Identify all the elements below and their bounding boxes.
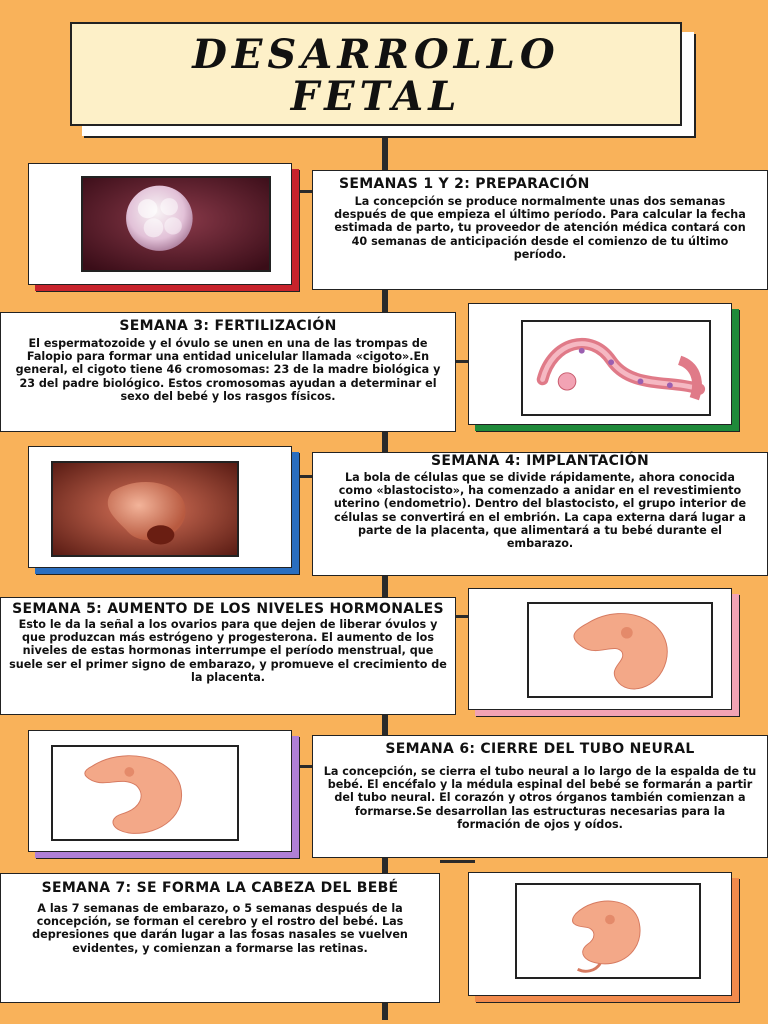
section-card-week6: [312, 735, 768, 858]
blastocyst-image: [81, 176, 271, 272]
image-frame-week6: [28, 730, 292, 852]
image-frame-week5: [468, 588, 732, 710]
image-frame-week1-2: [28, 163, 292, 285]
embryo-week5-image: [527, 602, 713, 698]
title-line-2: FETAL: [290, 73, 462, 120]
title-box: [70, 22, 682, 126]
section-card-week1-2: [312, 170, 768, 290]
section-heading: SEMANA 6: CIERRE DEL TUBO NEURAL: [385, 741, 695, 757]
section-body: Esto le da la señal a los ovarios para que dejen de liberar óvulos y que produzcan más estrógeno y progesterona. El aumento de los niveles de estas hormonas interrumpe el período menstrual, que suele ser el primer signo de embarazo, y promueve el crecimiento de la placenta.: [9, 618, 447, 684]
section-card-week7: [0, 873, 440, 1003]
section-body: La concepción se produce normalmente unas dos semanas después de que empieza el último período. Para calcular la fecha estimada de parto, tu proveedor de atención médica contará con 40 semanas de anticipación desde el comienzo de tu último período.: [334, 195, 746, 261]
section-body: El espermatozoide y el óvulo se unen en una de las trompas de Falopio para formar una entidad unicelular llamada «cigoto».En general, el cigoto tiene 46 cromosomas: 23 de la madre biológica y 23 del padre biológico. Estos cromosomas ayudan a determinar el sexo del bebé y los rasgos físicos.: [15, 337, 441, 403]
section-heading: SEMANA 3: FERTILIZACIÓN: [119, 318, 337, 334]
title-line-1: DESARROLLO: [192, 31, 560, 78]
connector: [440, 860, 475, 863]
image-frame-week7: [468, 872, 732, 996]
image-frame-week3: [468, 303, 732, 425]
embryo-week6-image: [51, 745, 239, 841]
section-body: A las 7 semanas de embarazo, o 5 semanas después de la concepción, se forman el cerebro y el rostro del bebé. Las depresiones que darán lugar a las fosas nasales se vuelven evidentes, y comienzan a formarse las retinas.: [32, 902, 408, 955]
section-card-week3: [0, 312, 456, 432]
page-title: [72, 31, 680, 120]
section-card-week4: [312, 452, 768, 576]
embryo-week7-image: [515, 883, 701, 979]
section-heading: SEMANA 7: SE FORMA LA CABEZA DEL BEBÉ: [41, 880, 399, 896]
section-heading: SEMANAS 1 Y 2: PREPARACIÓN: [339, 176, 590, 192]
section-heading: SEMANA 4: IMPLANTACIÓN: [431, 453, 649, 469]
section-body: La concepción, se cierra el tubo neural a lo largo de la espalda de tu bebé. El encéfalo y la médula espinal del bebé se formarán a partir del tubo neural. El corazón y otros órganos también comienzan a formarse.Se desarrollan las estructuras necesarias para la formación de ojos y oídos.: [323, 765, 757, 831]
image-frame-week4: [28, 446, 292, 568]
section-heading: SEMANA 5: AUMENTO DE LOS NIVELES HORMONALES: [12, 601, 444, 617]
implantation-image: [51, 461, 239, 557]
section-card-week5: [0, 597, 456, 715]
fallopian-tube-image: [521, 320, 711, 416]
section-body: La bola de células que se divide rápidamente, ahora conocida como «blastocisto», ha comenzado a anidar en el revestimiento uterino (endometrio). Dentro del blastocisto, el grupo interior de células se convertirá en el embrión. La capa externa dará lugar a parte de la placenta, que alimentará a tu bebé durante el embarazo.: [333, 471, 747, 551]
